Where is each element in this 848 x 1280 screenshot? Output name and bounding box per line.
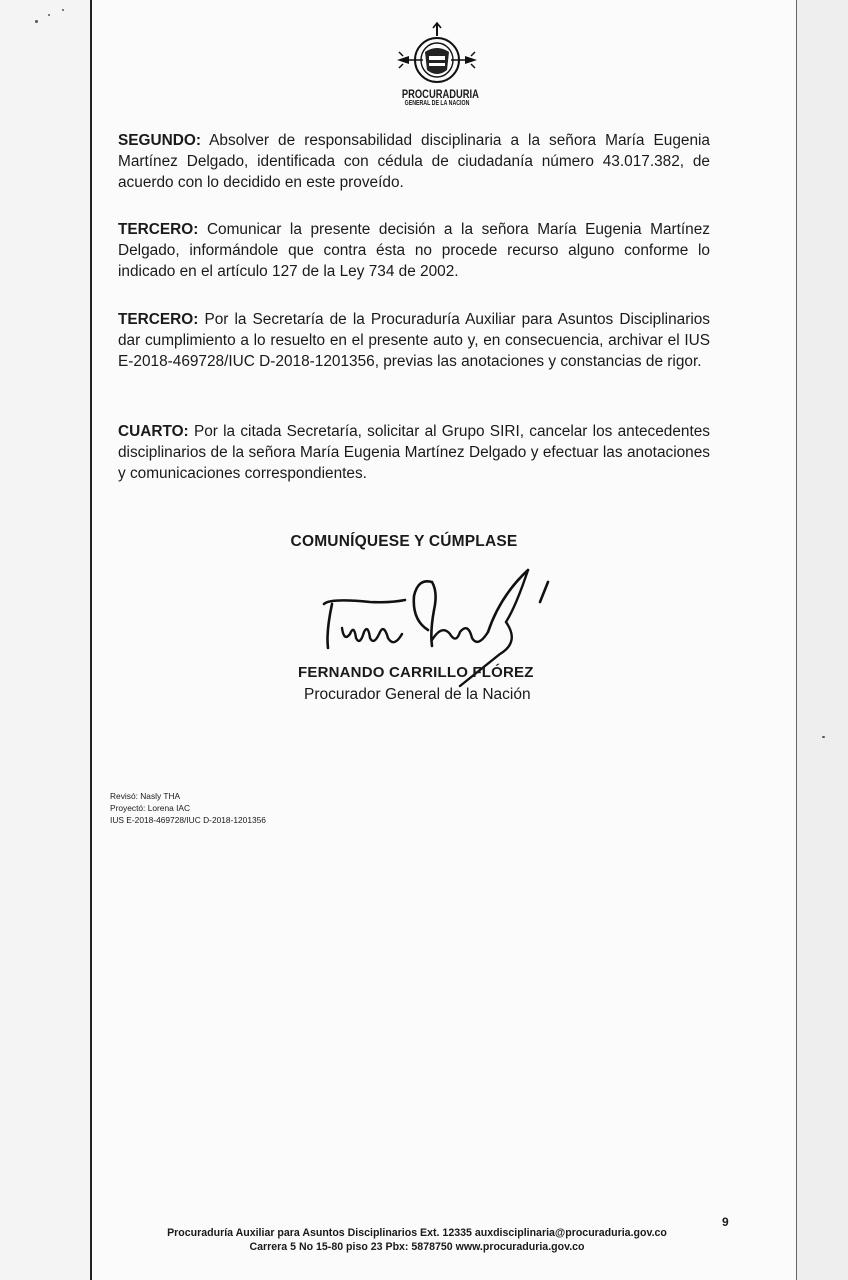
paragraph-text: Absolver de responsabilidad disciplinaria a la señora María Eugenia Martínez Delgado, identificada con cédula de ciudadanía número 43.017.382, de acuerdo con lo decidido en este proveído. [118, 132, 710, 191]
scan-speck [35, 20, 38, 23]
paragraph-text: Por la citada Secretaría, solicitar al Grupo SIRI, cancelar los antecedentes disciplinarios de la señora María Eugenia Martínez Delgado y efectuar las anotaciones y comunicaciones correspondientes. [118, 423, 711, 482]
procuraduria-logo [392, 22, 482, 120]
case-reference: IUS E-2018-469728/IUC D-2018-1201356 [110, 815, 266, 825]
resolution-paragraph [118, 130, 710, 193]
paragraph-lead: CUARTO: [118, 423, 189, 440]
coat-of-arms-icon [395, 22, 479, 88]
paragraph-lead: SEGUNDO: [118, 132, 201, 149]
background-right [795, 0, 848, 1280]
document-references [110, 790, 266, 826]
drafted-by: Proyectó: Lorena IAC [110, 803, 191, 813]
signer-title: Procurador General de la Nación [304, 686, 531, 703]
resolution-paragraph [118, 309, 710, 372]
scan-speck [62, 9, 64, 11]
resolution-paragraph [118, 219, 710, 282]
closing-formula [0, 533, 848, 551]
paragraph-lead: TERCERO: [118, 311, 199, 328]
logo-subtitle: GENERAL DE LA NACION [404, 100, 470, 107]
page-number: 9 [722, 1215, 729, 1229]
footer-line-address: Carrera 5 No 15-80 piso 23 Pbx: 5878750 www.procuraduria.gov.co [249, 1241, 585, 1253]
footer-line-office: Procuraduría Auxiliar para Asuntos Disciplinarios Ext. 12335 auxdisciplinaria@procuraduria.gov.co [167, 1227, 667, 1239]
signer-name: FERNANDO CARRILLO FLÓREZ [298, 664, 534, 681]
reviewed-by: Revisó: Nasly THA [110, 791, 181, 801]
logo-title: PROCURADURIA [401, 87, 479, 101]
scan-speck [48, 14, 50, 16]
page-footer [0, 1226, 848, 1254]
paragraph-lead: TERCERO: [118, 221, 199, 238]
background-left [0, 0, 90, 1280]
paragraph-text: Comunicar la presente decisión a la señora María Eugenia Martínez Delgado, informándole que contra ésta no procede recurso alguno conforme lo indicado en el artículo 127 de la Ley 734 de 2002. [118, 221, 710, 280]
scan-speck [822, 736, 825, 738]
closing-text: COMUNÍQUESE Y CÚMPLASE [290, 533, 518, 550]
paragraph-text: Por la Secretaría de la Procuraduría Auxiliar para Asuntos Disciplinarios dar cumplimiento a lo resuelto en el presente auto y, en consecuencia, archivar el IUS E-2018-469728/IUC D-2018-1201356, previas las anotaciones y constancias de rigor. [118, 311, 710, 370]
resolution-paragraph [118, 421, 710, 484]
